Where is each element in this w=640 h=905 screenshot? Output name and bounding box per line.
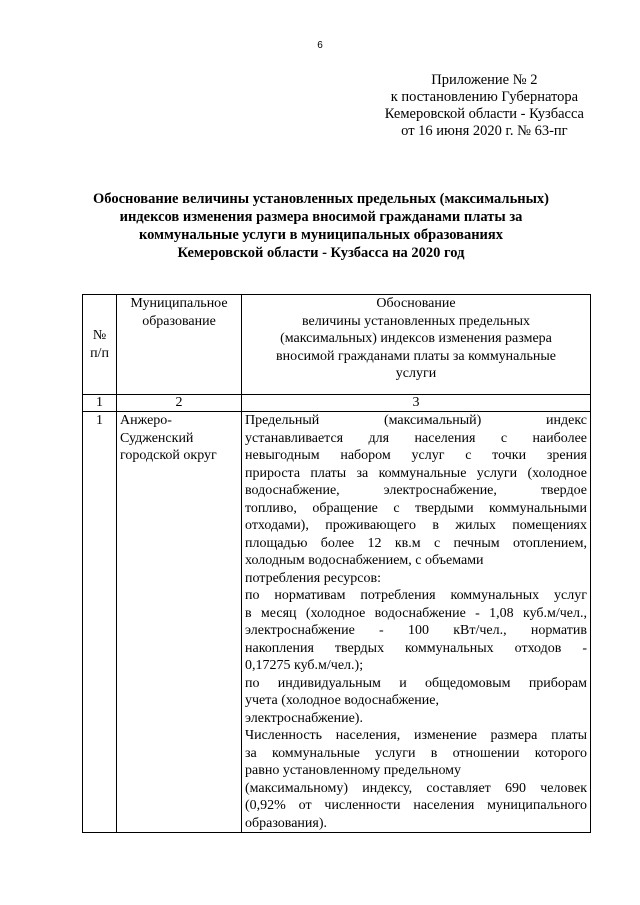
justification-line: в месяц (холодное водоснабжение - 1,08 куб.м/чел., <box>245 605 587 621</box>
header-text: Муниципальное <box>130 296 228 311</box>
justification-line: образования). <box>245 815 328 831</box>
justification-line: отходами), проживающего в жилых помещениях <box>245 518 587 533</box>
justification-line: электроснабжение). <box>245 710 363 726</box>
appendix-line: Кемеровской области - Кузбасса <box>384 106 584 122</box>
justification-line: потребления ресурсов: <box>245 570 382 586</box>
table-header-row <box>83 295 591 395</box>
title-line: индексов изменения размера вносимой гражданами платы за <box>119 209 523 225</box>
header-justification <box>242 295 591 395</box>
row-municipality <box>117 412 242 833</box>
justification-line: водоснабжение, электроснабжение, твердое <box>245 483 587 498</box>
header-text: вносимой гражданами платы за коммунальные <box>276 348 556 364</box>
justification-line: учета (холодное водоснабжение, <box>245 693 439 708</box>
justification-line: невыгодным набором услуг с точки зрения <box>245 448 587 463</box>
municipality-line: городской округ <box>120 448 217 463</box>
column-number-row <box>83 395 591 412</box>
justification-line: (максимальному) индексу, составляет 690 человек <box>245 780 587 796</box>
page-number: 6 <box>317 40 323 51</box>
appendix-line: Приложение № 2 <box>431 72 538 88</box>
table-row <box>83 412 591 833</box>
municipality-line: Анжеро- <box>120 413 172 428</box>
justification-line: устанавливается для населения с наиболее <box>245 430 587 446</box>
justification-line: по нормативам потребления коммунальных услуг <box>245 588 587 603</box>
justification-line: холодным водоснабжением, с объемами <box>245 553 484 568</box>
column-number: 1 <box>83 395 117 412</box>
title-line: коммунальные услуги в муниципальных образованиях <box>138 227 503 243</box>
header-text: № <box>92 328 107 343</box>
title-line: Обоснование величины установленных предельных (максимальных) <box>93 191 549 207</box>
header-text: величины установленных предельных <box>301 313 530 329</box>
title-line: Кемеровской области - Кузбасса на 2020 год <box>177 245 465 261</box>
header-text: п/п <box>90 345 109 361</box>
header-text: Обоснование <box>376 296 456 311</box>
row-number: 1 <box>83 412 117 833</box>
justification-line: электроснабжение - 100 кВт/чел., норматив <box>245 623 587 638</box>
justification-line: Предельный (максимальный) индекс <box>245 413 587 428</box>
header-number <box>83 295 117 395</box>
header-text: услуги <box>395 366 437 381</box>
justification-line: (0,92% от численности населения муниципального <box>245 798 587 813</box>
appendix-header <box>385 72 584 140</box>
justification-line: Численность населения, изменение размера платы <box>245 728 587 743</box>
justification-table <box>82 294 591 833</box>
justification-line: площадью более 12 кв.м с печным отоплением, <box>245 535 587 551</box>
header-text: (максимальных) индексов изменения размера <box>280 331 552 346</box>
justification-line: равно установленному предельному <box>245 763 462 778</box>
justification-line: по индивидуальным и общедомовым приборам <box>245 675 587 691</box>
justification-line: за коммунальные услуги в отношении которого <box>245 745 587 761</box>
justification-line: прироста платы за коммунальные услуги (холодное <box>245 465 587 481</box>
municipality-line: Судженский <box>120 430 194 446</box>
header-municipality <box>117 295 242 395</box>
column-number: 3 <box>242 395 591 412</box>
appendix-line: от 16 июня 2020 г. № 63-пг <box>401 123 568 139</box>
row-justification <box>242 412 591 833</box>
justification-line: топливо, обращение с твердыми коммунальными <box>245 500 587 516</box>
justification-line: 0,17275 куб.м/чел.); <box>245 658 364 673</box>
appendix-line: к постановлению Губернатора <box>390 89 579 105</box>
justification-line: накопления твердых коммунальных отходов - <box>245 640 587 656</box>
column-number: 2 <box>117 395 242 412</box>
document-title <box>74 190 568 262</box>
header-text: образование <box>142 313 216 329</box>
